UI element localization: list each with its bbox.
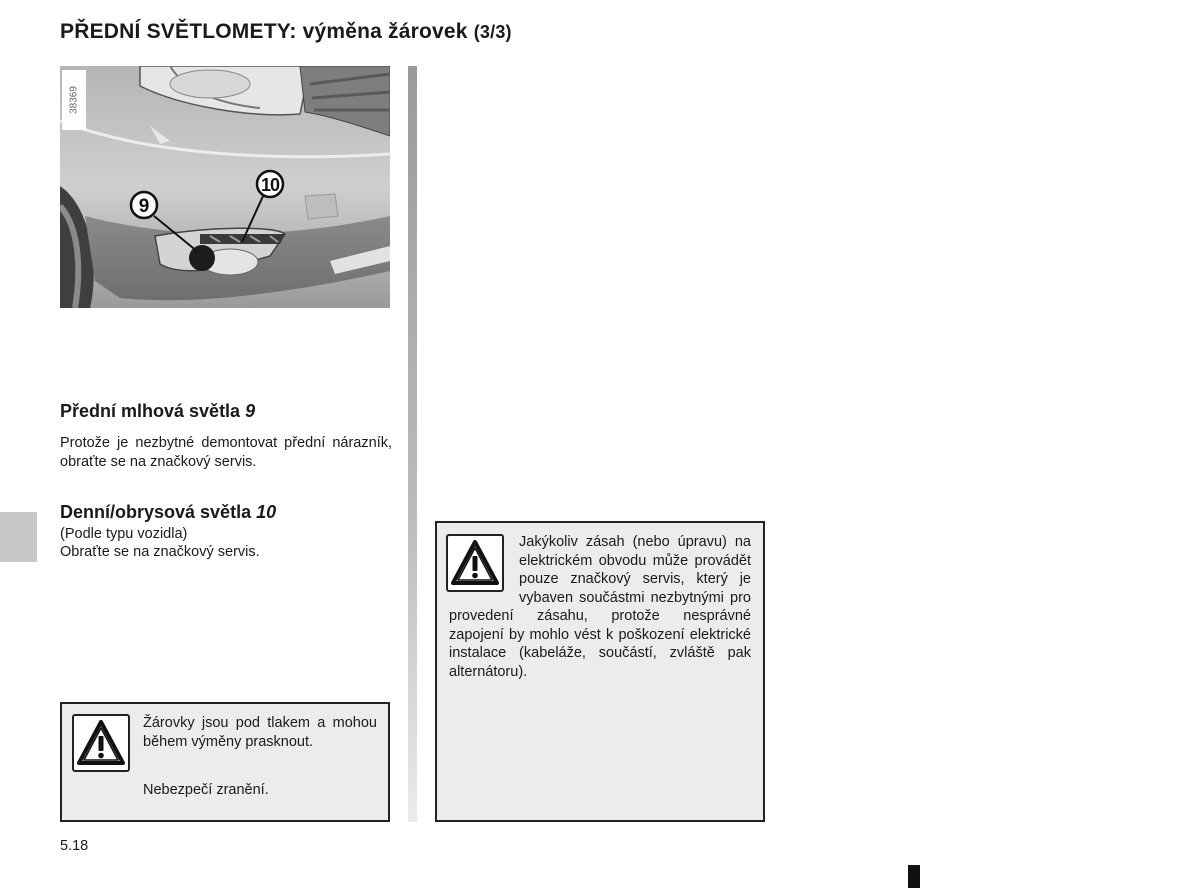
callout-9-label: 9: [138, 196, 150, 217]
thumb-index-mark: [908, 865, 920, 888]
warning-electrical-text: Jakýkoliv zásah (nebo úpravu) na elektrickém obvodu může provádět pouze značkový servis, který je vybaven součástmi nezbytnými pro provedení zásahu, protože nesprávné zapojení by mohlo vést k poškození elektrické instalace (kabeláže, součástí, zvláště pak alternátoru).: [449, 534, 751, 680]
warning-triangle-icon: [72, 714, 130, 772]
fog-lights-heading: [60, 401, 255, 422]
column-divider: [408, 66, 417, 822]
callout-10: [257, 171, 283, 197]
chapter-tab: [0, 512, 37, 562]
warning-electrical-content: [449, 533, 751, 681]
drl-variant-note: (Podle typu vozidla): [60, 526, 188, 542]
warning-box-pressure: [60, 702, 390, 822]
drl-text: [60, 525, 392, 561]
drl-ref: 10: [256, 502, 277, 522]
front-bumper-illustration: [60, 66, 390, 308]
page-title: [60, 20, 512, 44]
page-title-part: (3/3): [473, 22, 512, 42]
page-number: 5.18: [60, 838, 89, 854]
warning-box-electrical: [435, 521, 765, 822]
page-title-text: PŘEDNÍ SVĚTLOMETY: výměna žárovek: [60, 20, 468, 43]
drl-heading-text: Denní/obrysová světla: [60, 502, 252, 522]
icon-spacer: [449, 533, 519, 607]
callout-9: [131, 192, 157, 218]
drl-service-note: Obraťte se na značkový servis.: [60, 544, 260, 560]
figure-number-text: 38369: [68, 86, 80, 114]
bumper-drawing: [60, 66, 390, 308]
fog-lights-text: Protože je nezbytné demontovat přední nárazník, obraťte se na značkový servis.: [60, 435, 392, 470]
fog-lights-heading-text: Přední mlhová světla: [60, 401, 241, 421]
warning-pressure-danger: Nebezpečí zranění.: [143, 782, 269, 798]
figure-number: [62, 70, 86, 130]
callout-10-label: 10: [260, 175, 280, 195]
fog-lights-ref: 9: [245, 401, 256, 421]
warning-pressure-text: Žárovky jsou pod tlakem a mohou během výměny prasknout.: [143, 715, 377, 750]
drl-heading: [60, 502, 276, 523]
